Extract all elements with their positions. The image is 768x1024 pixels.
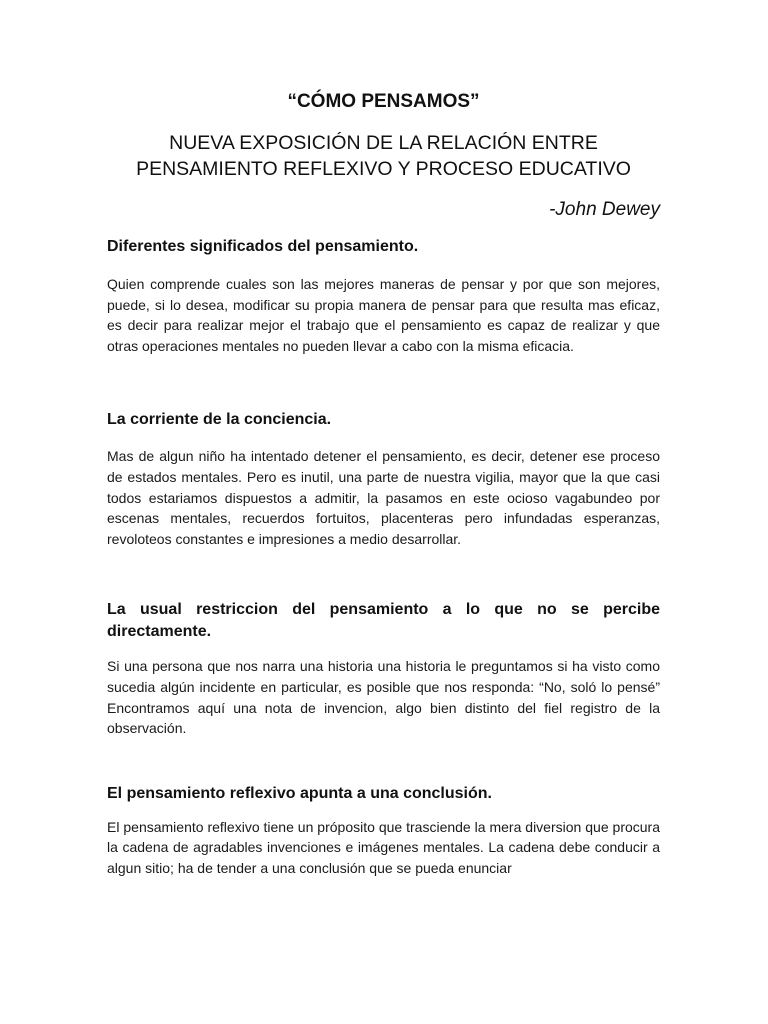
section-pensamiento-reflexivo: [107, 783, 660, 879]
section-diferentes-significados: [107, 236, 660, 356]
section-usual-restriccion: [107, 599, 660, 738]
section-corriente-conciencia: [107, 409, 660, 549]
section-paragraph: El pensamiento reflexivo tiene un próposito que trasciende la mera diversion que procura la cadena de agradables invenciones e imágenes mentales. La cadena debe conducir a algun sitio; ha de tender a una conclusión que se pueda enunciar: [107, 818, 660, 876]
document-subtitle-line-2: PENSAMIENTO REFLEXIVO Y PROCESO EDUCATIVO: [136, 158, 631, 180]
section-paragraph: Quien comprende cuales son las mejores maneras de pensar y por que son mejores, puede, si lo desea, modificar su propia manera de pensar para que resulta mas eficaz, es decir para realizar mejor el trabajo que el pensamiento es capaz de realizar y que otras operaciones mentales no pueden llevar a cabo con la misma eficacia.: [107, 276, 660, 354]
section-paragraph: Mas de algun niño ha intentado detener el pensamiento, es decir, detener ese proceso de estados mentales. Pero es inutil, una parte de nuestra vigilia, mayor que la que casi todos estariamos dispuestos a admitir, la pasamos en este ocioso vagabundeo por escenas mentales, recuerdos fortuitos, placenteras pero infundadas esperanzas, revoloteos constantes e impresiones a medio desarrollar.: [107, 448, 660, 547]
section-heading: La corriente de la conciencia.: [107, 411, 332, 429]
section-heading: El pensamiento reflexivo apunta a una conclusión.: [107, 784, 492, 802]
document-author: -John Dewey: [549, 199, 660, 220]
section-paragraph: Si una persona que nos narra una historia una historia le preguntamos si ha visto como sucedia algún incidente en particular, es posible que nos responda: “No, soló lo pensé” Encontramos aquí una nota de invencion, algo bien distinto del fiel registro de la observación.: [107, 658, 660, 737]
section-heading: La usual restriccion del pensamiento a lo que no se percibe directamente.: [107, 601, 660, 641]
section-heading: Diferentes significados del pensamiento.: [107, 238, 419, 255]
document-title: “CÓMO PENSAMOS”: [287, 91, 480, 112]
document-subtitle-line-1: NUEVA EXPOSICIÓN DE LA RELACIÓN ENTRE: [169, 132, 598, 154]
